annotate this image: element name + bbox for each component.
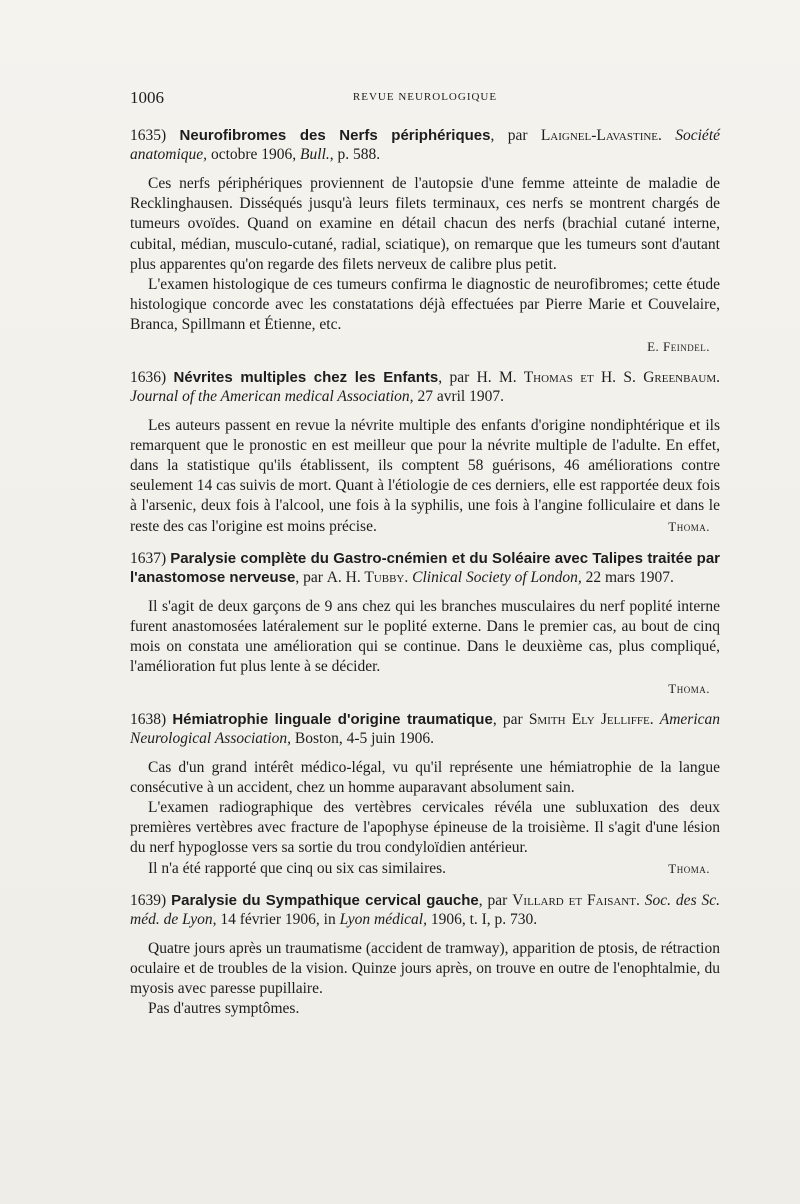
entry-paragraph: [130, 859, 720, 879]
entry-heading: [130, 710, 720, 748]
entry-source-date: 27 avril 1907.: [413, 387, 504, 405]
entry-authors: Smith Ely Jelliffe.: [528, 710, 654, 728]
entry-paragraph: Ces nerfs périphériques proviennent de l'autopsie d'une femme atteinte de maladie de Recklinghausen. Disséqués jusqu'à leurs filets terminaux, ces nerfs se montrent chargés de tumeurs ovoïdes. Quand on examine en détail chacun des nerfs (brachial cutané interne, cubital, médian, musculo-cutané, radial, sciatique), on remarque que les tumeurs sont d'autant plus apparentes qu'on regarde des filets nerveux de calibre plus petit.: [130, 175, 720, 273]
entry-source-date: 14 février 1906, in: [216, 910, 340, 928]
abstract-entry: [130, 549, 720, 698]
entry-paragraph: Pas d'autres symptômes.: [148, 1000, 300, 1018]
abstract-entry: [130, 368, 720, 537]
entry-source-page: 1906, t. I, p. 730.: [426, 910, 538, 928]
entry-separator: , par: [295, 568, 327, 586]
page-number: 1006: [130, 88, 164, 107]
entry-source-date: 22 mars 1907.: [581, 568, 674, 586]
entry-paragraph-text: Il n'a été rapporté que cinq ou six cas similaires.: [148, 859, 447, 877]
entry-title: Neurofibromes des Nerfs périphériques: [179, 127, 491, 144]
entry-separator: , par: [438, 368, 477, 386]
entry-title: Paralysie du Sympathique cervical gauche: [171, 891, 479, 909]
entry-body: [130, 597, 720, 698]
entry-title: Hémiatrophie linguale d'origine traumatique: [172, 710, 493, 728]
entry-heading: [130, 891, 720, 929]
entry-separator: , par: [478, 891, 513, 909]
entry-heading: [130, 126, 720, 164]
abstract-entry: [130, 126, 720, 356]
journal-title: REVUE NEUROLOGIQUE: [352, 91, 498, 103]
entry-paragraph-text: Les auteurs passent en revue la névrite multiple des enfants d'origine nondiphtérique et ils remarquent que le pronostic en est meilleur que pour la névrite multiple de l'adulte. En effet, dans la statistique qu'ils établissent, ils comptent 58 guérisons, 46 améliorations contre seulement 14 cas suivis de mort. Quant à l'étiologie de ces derniers, elle est rapportée deux fois à l'arsenic, deux fois à l'alcool, une fois à la syphilis, une fois à l'angine folliculaire et dans le reste des cas l'origine est moins précise.: [130, 416, 720, 535]
entry-source: Soc. des Sc. méd. de Lyon,: [130, 891, 721, 928]
entry-signature: Thoma.: [668, 518, 710, 534]
entry-source-date: octobre 1906,: [207, 146, 301, 163]
entry-separator: , par: [492, 710, 529, 728]
entry-authors: Laignel-Lavastine.: [540, 127, 662, 144]
article-column: [130, 126, 720, 1032]
entry-paragraph: L'examen histologique de ces tumeurs confirma le diagnostic de neurofibromes; cette étude histologique concorde avec les constatations déjà effectuées par Pierre Marie et Couvelaire, Branca, Spillmann et Étienne, etc.: [130, 276, 720, 334]
entry-paragraph: Quatre jours après un traumatisme (accident de tramway), apparition de ptosis, de rétraction oculaire et de troubles de la vision. Quinze jours après, on trouve en outre de l'enophtalmie, du myosis avec paresse pupillaire.: [130, 939, 720, 998]
entry-body: [130, 939, 720, 1020]
entry-signature: Thoma.: [668, 860, 710, 876]
entry-authors: H. M. Thomas et H. S. Greenbaum.: [476, 368, 721, 386]
entry-body: [130, 416, 720, 537]
page-header: [130, 88, 720, 110]
entry-separator: , par: [490, 127, 541, 144]
entry-source: Société anatomique,: [130, 127, 721, 163]
entry-heading: [130, 368, 720, 406]
entry-body: [130, 758, 720, 879]
entry-number: 1637): [130, 549, 167, 567]
entry-title: Névrites multiples chez les Enfants: [173, 368, 439, 386]
entry-authors: Villard et Faisant.: [512, 891, 640, 909]
entry-source: American Neurological Association,: [130, 710, 721, 747]
entry-title: Paralysie complète du Gastro-cnémien et du Soléaire avec Talipes traitée par l'anastomose nerveuse: [130, 549, 720, 586]
entry-paragraph: [130, 416, 720, 537]
entry-source: Journal of the American medical Association,: [130, 387, 414, 405]
entry-body: [130, 174, 720, 356]
entry-signature: E. Feindel.: [647, 338, 710, 354]
entry-heading: [130, 549, 720, 587]
entry-source-italic2: Bull.: [300, 146, 330, 163]
entry-source-italic2: Lyon médical,: [339, 910, 427, 928]
entry-source-page: , p. 588.: [329, 146, 381, 163]
entry-number: 1638): [130, 710, 167, 728]
entry-signature: Thoma.: [668, 680, 710, 696]
entry-number: 1635): [130, 127, 167, 144]
entry-number: 1636): [130, 368, 167, 386]
entry-number: 1639): [130, 891, 167, 909]
entry-source: Clinical Society of London,: [412, 568, 582, 586]
entry-authors: A. H. Tubby.: [326, 568, 409, 586]
entry-paragraph: Il s'agit de deux garçons de 9 ans chez qui les branches musculaires du nerf poplité interne furent anastomosées latéralement sur le poplité externe. Dans le premier cas, au bout de cinq mois on constata une amélioration qui se continue. Dans le deuxième cas, plus compliqué, l'amélioration fut plus lente à se décider.: [130, 597, 720, 676]
entry-source-date: Boston, 4-5 juin 1906.: [291, 729, 434, 747]
entry-paragraph: L'examen radiographique des vertèbres cervicales révéla une subluxation des deux premières vertèbres avec fracture de l'apophyse épineuse de la troisième. Il s'agit d'une lésion du nerf hypoglosse vers sa sortie du trou condyloïdien antérieur.: [130, 799, 720, 857]
abstract-entry: [130, 710, 720, 879]
entry-paragraph: Cas d'un grand intérêt médico-légal, vu qu'il représente une hémiatrophie de la langue consécutive à un accident, chez un homme auparavant absolument sain.: [130, 758, 720, 796]
abstract-entry: [130, 891, 720, 1020]
